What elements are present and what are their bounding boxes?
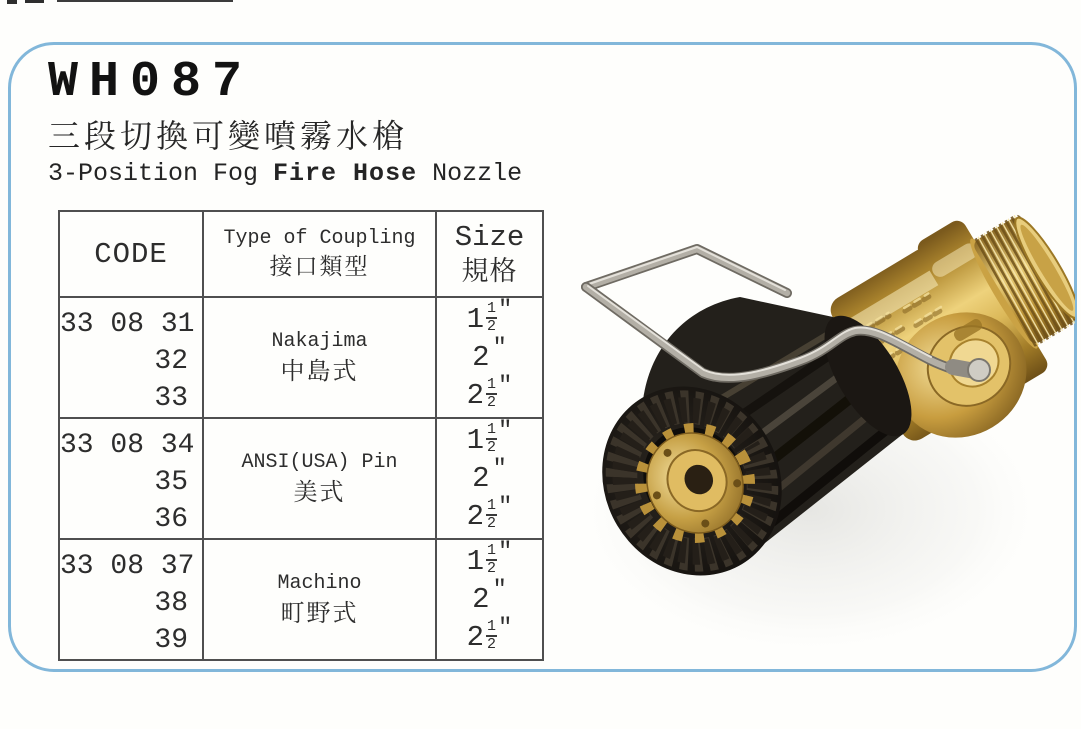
header-size-zh: 規格 xyxy=(461,255,518,286)
coupling-cell xyxy=(203,297,436,418)
subtitle-part-2: Fire Hose xyxy=(273,159,418,188)
code-value: 39 xyxy=(154,625,188,656)
code-value: 33 08 37 xyxy=(60,551,195,582)
header-coupling-en: Type of Coupling xyxy=(223,227,416,250)
spec-table xyxy=(58,210,544,661)
code-cell xyxy=(59,297,203,418)
scan-artifact xyxy=(25,0,44,3)
coupling-name-en: Nakajima xyxy=(271,329,368,353)
handle-pivot-pin xyxy=(968,359,990,381)
table-header-row xyxy=(59,211,543,297)
header-cell-code xyxy=(59,211,203,297)
coupling-cell xyxy=(203,418,436,539)
coupling-name-zh: 中島式 xyxy=(280,358,359,385)
table-row-ansi xyxy=(59,418,543,539)
coupling-name-en: ANSI(USA) Pin xyxy=(241,450,398,474)
handle-wire-rear xyxy=(586,247,787,293)
size-value: 1 $\frac{1}{2}$ ″ xyxy=(466,296,513,336)
coupling-name-en: Machino xyxy=(277,571,362,595)
size-value: 1 $\frac{1}{2}$ ″ xyxy=(466,538,513,578)
size-value: 2 $\frac{1}{2}$ ″ xyxy=(466,372,513,412)
coupling-cell xyxy=(203,539,436,660)
product-title-zh: 三段切換可變噴霧水槍 xyxy=(48,118,409,154)
code-cell xyxy=(59,418,203,539)
product-subtitle-en xyxy=(48,159,522,189)
subtitle-part-1: 3-Position Fog xyxy=(48,159,274,188)
header-cell-coupling xyxy=(203,211,436,297)
table-row-nakajima xyxy=(59,297,543,418)
code-value: 35 xyxy=(154,467,188,498)
coupling-name-zh: 美式 xyxy=(293,479,346,506)
code-value: 32 xyxy=(154,346,188,377)
header-size-en: Size xyxy=(454,220,525,254)
scan-artifact xyxy=(57,0,233,2)
header-code-label: CODE xyxy=(94,237,168,271)
product-photo xyxy=(555,180,1075,660)
size-cell xyxy=(436,418,543,539)
size-value: 2 $\frac{1}{2}$ ″ xyxy=(466,614,513,654)
subtitle-part-3: Nozzle xyxy=(417,159,523,188)
size-cell xyxy=(436,297,543,418)
code-cell xyxy=(59,539,203,660)
table-row-machino xyxy=(59,539,543,660)
code-value: 36 xyxy=(154,504,188,535)
product-code: WH087 xyxy=(48,54,254,111)
size-cell xyxy=(436,539,543,660)
code-value: 33 08 31 xyxy=(60,309,195,340)
scan-artifact xyxy=(7,0,17,4)
title-block xyxy=(48,56,522,189)
size-value: 2 ″ xyxy=(472,455,507,495)
header-cell-size xyxy=(436,211,543,297)
header-coupling-zh: 接口類型 xyxy=(269,254,370,279)
code-value: 33 xyxy=(154,383,188,414)
code-value: 33 08 34 xyxy=(60,430,195,461)
size-value: 2 ″ xyxy=(472,334,507,374)
coupling-name-zh: 町野式 xyxy=(280,600,359,627)
code-value: 38 xyxy=(154,588,188,619)
size-value: 1 $\frac{1}{2}$ ″ xyxy=(466,417,513,457)
size-value: 2 ″ xyxy=(472,576,507,616)
size-value: 2 $\frac{1}{2}$ ″ xyxy=(466,493,513,533)
